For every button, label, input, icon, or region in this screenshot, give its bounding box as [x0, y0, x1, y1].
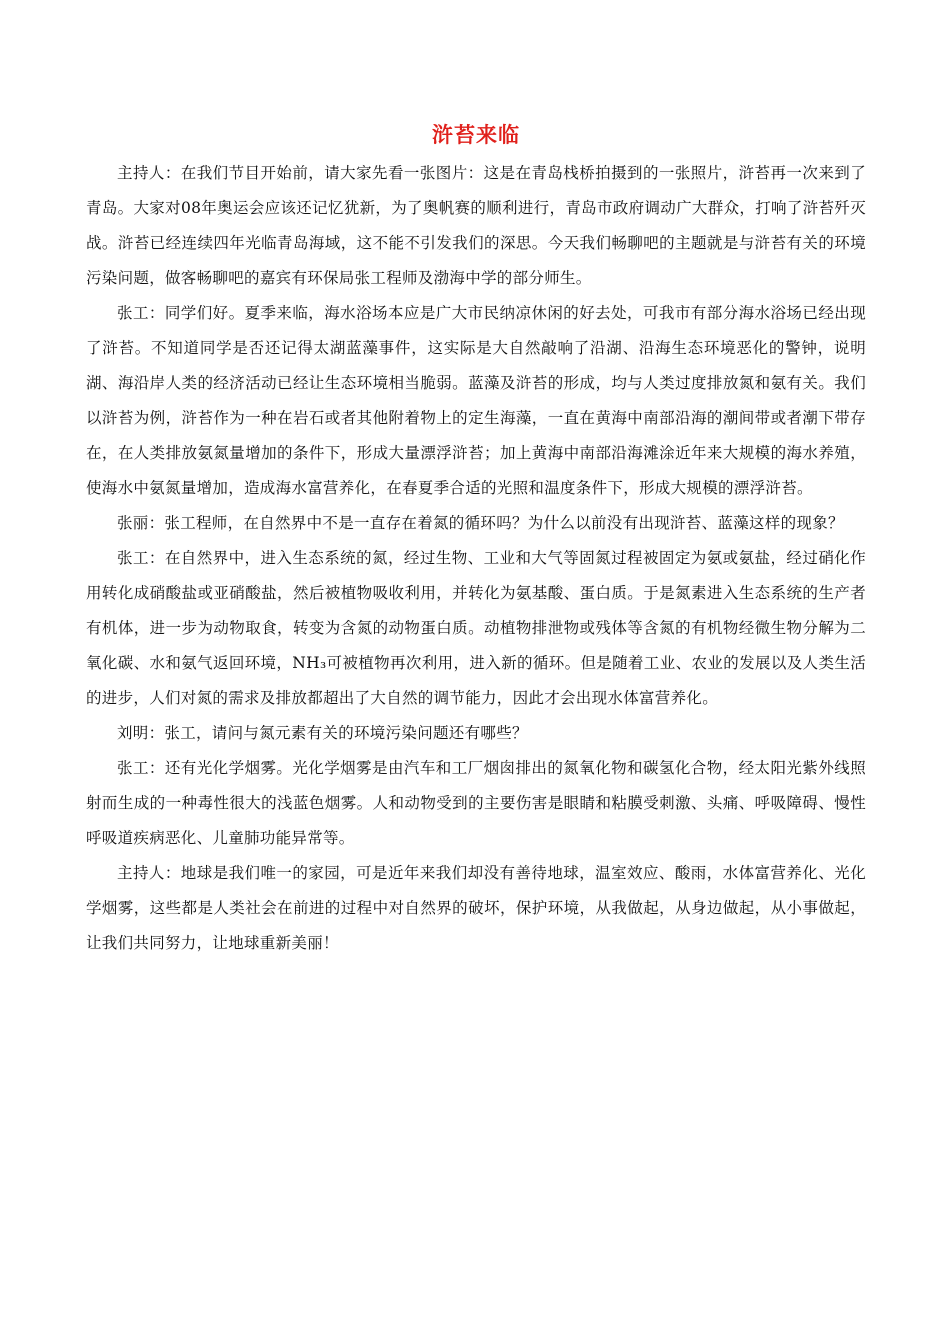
- document-title: 浒苔来临: [432, 122, 520, 147]
- paragraph-liuming-question: 刘明：张工，请问与氮元素有关的环境污染问题还有哪些？: [117, 724, 528, 742]
- paragraph-host-intro: 主持人：在我们节目开始前，请大家先看一张图片：这是在青岛栈桥拍摄到的一张照片，浒苔再一次来到了青岛。大家对08年奥运会应该还记忆犹新，为了奥帆赛的顺利进行，青岛市政府调动广大群众，打响了浒苔歼灭战。浒苔已经连续四年光临青岛海域，这不能不引发我们的深思。今天我们畅聊吧的主题就是与浒苔有关的环境污染问题，做客畅聊吧的嘉宾有环保局张工程师及渤海中学的部分师生。: [86, 164, 866, 287]
- paragraph-engineer-answer-2: 张工：在自然界中，进入生态系统的氮，经过生物、工业和大气等固氮过程被固定为氨或氨盐，经过硝化作用转化成硝酸盐或亚硝酸盐，然后被植物吸收利用，并转化为氨基酸、蛋白质。于是氮素进入生态系统的生产者有机体，进一步为动物取食，转变为含氮的动物蛋白质。动植物排泄物或残体等含氮的有机物经微生物分解为二氧化碳、水和氨气返回环境，NH₃可被植物再次利用，进入新的循环。但是随着工业、农业的发展以及人类生活的进步，人们对氮的需求及排放都超出了大自然的调节能力，因此才会出现水体富营养化。: [86, 549, 866, 707]
- paragraph-host-closing: 主持人：地球是我们唯一的家园，可是近年来我们却没有善待地球，温室效应、酸雨，水体富营养化、光化学烟雾，这些都是人类社会在前进的过程中对自然界的破坏，保护环境，从我做起，从身边做起，从小事做起，让我们共同努力，让地球重新美丽！: [86, 864, 866, 952]
- paragraph-engineer-answer-3: 张工：还有光化学烟雾。光化学烟雾是由汽车和工厂烟囱排出的氮氧化物和碳氢化合物，经太阳光紫外线照射而生成的一种毒性很大的浅蓝色烟雾。人和动物受到的主要伤害是眼睛和粘膜受刺激、头痛、呼吸障碍、慢性呼吸道疾病恶化、儿童肺功能异常等。: [86, 759, 866, 847]
- paragraph-zhangli-question: 张丽：张工程师，在自然界中不是一直存在着氮的循环吗？为什么以前没有出现浒苔、蓝藻这样的现象？: [117, 514, 844, 532]
- document-page: [86, 118, 866, 961]
- paragraph-engineer-answer-1: 张工：同学们好。夏季来临，海水浴场本应是广大市民纳凉休闲的好去处，可我市有部分海水浴场已经出现了浒苔。不知道同学是否还记得太湖蓝藻事件，这实际是大自然敲响了沿湖、沿海生态环境恶化的警钟，说明湖、海沿岸人类的经济活动已经让生态环境相当脆弱。蓝藻及浒苔的形成，均与人类过度排放氮和氨有关。我们以浒苔为例，浒苔作为一种在岩石或者其他附着物上的定生海藻，一直在黄海中南部沿海的潮间带或者潮下带存在，在人类排放氨氮量增加的条件下，形成大量漂浮浒苔；加上黄海中南部沿海滩涂近年来大规模的海水养殖，使海水中氨氮量增加，造成海水富营养化，在春夏季合适的光照和温度条件下，形成大规模的漂浮浒苔。: [86, 304, 866, 497]
